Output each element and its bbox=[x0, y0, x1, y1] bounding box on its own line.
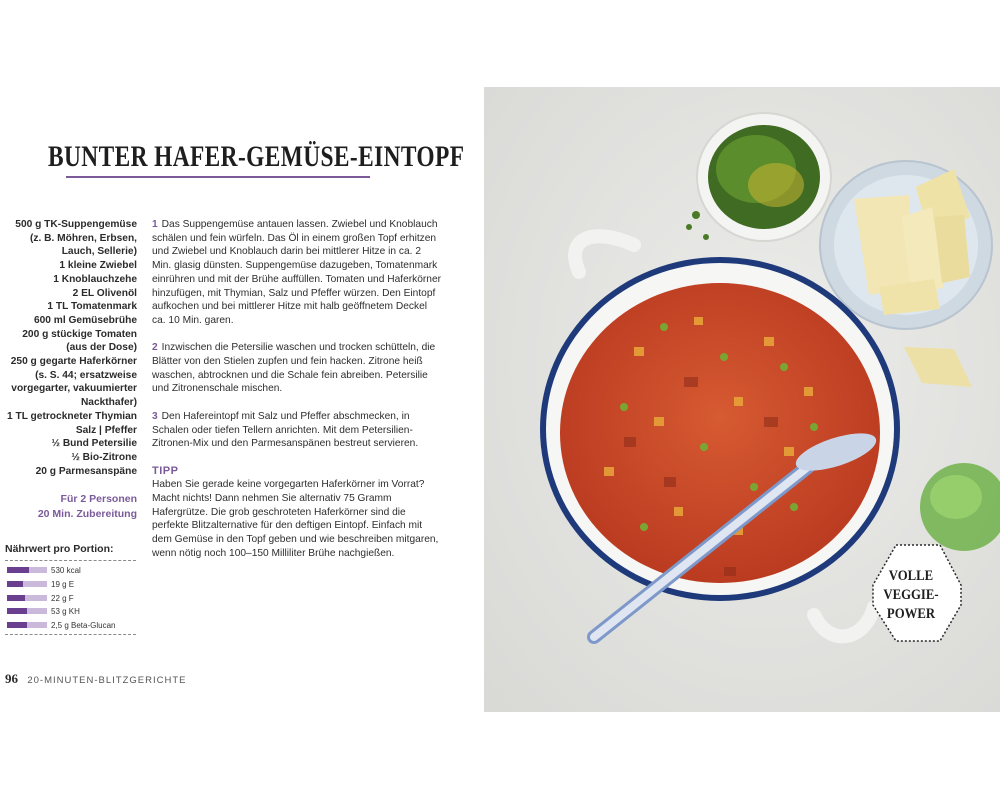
ingredient-line: 600 ml Gemüsebrühe bbox=[33, 314, 137, 326]
ingredient-line: 1 TL getrockneter Thymian bbox=[6, 410, 137, 422]
ingredient-line: ½ Bund Petersilie bbox=[51, 438, 137, 450]
ingredient-line: 1 TL Tomatenmark bbox=[47, 301, 137, 313]
section-name: 20-MINUTEN-BLITZGERICHTE bbox=[27, 675, 187, 686]
recipe-title: BUNTER HAFER-GEMÜSE-EINTOPF bbox=[48, 140, 465, 173]
nutrition-bar bbox=[7, 608, 47, 614]
ingredient-line: 20 g Parmesanspäne bbox=[35, 465, 137, 477]
nutrition-label: 53 g KH bbox=[51, 606, 80, 616]
nutrition-divider bbox=[5, 560, 136, 561]
step bbox=[152, 341, 442, 396]
badge-line: POWER bbox=[886, 606, 936, 622]
stew-pot bbox=[540, 257, 900, 601]
nutrition-bar-fill bbox=[7, 595, 25, 601]
step-number: 1 bbox=[152, 219, 158, 230]
ingredient-line: (aus der Dose) bbox=[66, 342, 137, 354]
nutrition-bar bbox=[7, 622, 47, 628]
ingredient-line: 250 g gegarte Haferkörner bbox=[10, 356, 137, 368]
ingredient-line: (s. S. 44; ersatzweise bbox=[35, 369, 137, 381]
ingredient-line: (z. B. Möhren, Erbsen, bbox=[30, 232, 137, 244]
nutrition-bar-fill bbox=[7, 581, 23, 587]
nutrition-divider bbox=[5, 634, 136, 635]
servings: Für 2 Personen bbox=[60, 493, 137, 505]
ingredient-line: 200 g stückige Tomaten bbox=[22, 328, 137, 340]
page-footer bbox=[5, 671, 186, 687]
badge-line: VOLLE bbox=[888, 568, 934, 584]
nutrition-row bbox=[7, 564, 81, 576]
step-text: Inzwischen die Petersilie waschen und trocken schütteln, die Blätter von den Stielen zupfen und fein hacken. Zitrone heiß waschen, abtrocknen und die Schale fein abreiben. Petersilie und Zitronenschale mischen. bbox=[152, 342, 436, 395]
tip-heading: TIPP bbox=[152, 464, 179, 477]
nutrition-row bbox=[7, 619, 115, 631]
nutrition-title: Nährwert pro Portion: bbox=[5, 543, 114, 555]
step bbox=[152, 410, 442, 451]
tip-text: Haben Sie gerade keine vorgegarten Haferkörner im Vorrat? Macht nichts! Dann nehmen Sie alternativ 75 Gramm Hafergrütze. Die grob geschroteten Haferkörner sind die perfekte Blitzalternative für den deftigen Eintopf. Einfach mit dem Gemüse in den Topf geben und wie beschreiben mitgaren, wenn nötig noch 100–150 Milliliter Brühe nachgießen. bbox=[152, 479, 439, 559]
ingredient-line: ½ Bio-Zitrone bbox=[71, 451, 137, 463]
ingredient-line: 2 EL Olivenöl bbox=[72, 287, 137, 299]
preparation-steps bbox=[152, 218, 442, 561]
ingredient-list bbox=[0, 218, 137, 478]
step bbox=[152, 218, 442, 328]
ingredient-line: 1 Knoblauchzehe bbox=[53, 273, 137, 285]
ingredient-line: Lauch, Sellerie) bbox=[61, 246, 137, 258]
badge-line: VEGGIE- bbox=[883, 587, 939, 603]
nutrition-label: 2,5 g Beta-Glucan bbox=[51, 620, 116, 630]
ingredient-line: vorgegarter, vakuumierter bbox=[11, 383, 137, 395]
nutrition-bar-fill bbox=[7, 567, 29, 573]
parmesan-bowl bbox=[820, 161, 992, 329]
nutrition-bar-fill bbox=[7, 608, 27, 614]
title-underline bbox=[66, 176, 370, 178]
servings-info bbox=[0, 492, 137, 522]
nutrition-label: 22 g F bbox=[51, 593, 74, 603]
step-number: 3 bbox=[152, 410, 158, 422]
nutrition-bar bbox=[7, 581, 47, 587]
step-text: Den Hafereintopf mit Salz und Pfeffer abschmecken, in Schalen oder tiefen Tellern anrichten. Mit dem Petersilien-Zitronen-Mix und den Parmesanspänen bestreut servieren. bbox=[152, 410, 419, 450]
ingredient-line: Nackthafer) bbox=[80, 397, 137, 409]
nutrition-bar-fill bbox=[7, 622, 27, 628]
nutrition-row bbox=[7, 605, 80, 617]
veggie-badge-label bbox=[870, 567, 952, 624]
ingredient-line: 500 g TK-Suppengemüse bbox=[15, 219, 137, 230]
nutrition-bar bbox=[7, 595, 47, 601]
step-number: 2 bbox=[152, 342, 158, 354]
step-text: Das Suppengemüse antauen lassen. Zwiebel und Knoblauch schälen und fein würfeln. Das Öl in einem großen Topf erhitzen und Zwiebel und Knoblauch darin bei mittlerer Hitze in ca. 2 Min. glasig dünsten. Suppengemüse dazugeben, Tomatenmark einrühren und mit der Brühe auffüllen. Tomaten und Haferkörner hinzufügen, mit Thymian, Salz und Pfeffer würzen. Den Eintopf aufkochen und bei mittlerer Hitze mit halb geöffnetem Deckel ca. 10 Min. garen. bbox=[152, 219, 442, 326]
nutrition-row bbox=[7, 592, 74, 604]
nutrition-label: 19 g E bbox=[51, 579, 75, 589]
nutrition-bar bbox=[7, 567, 47, 573]
prep-time: 20 Min. Zubereitung bbox=[37, 508, 137, 520]
nutrition-label: 530 kcal bbox=[51, 565, 81, 575]
page-number: 96 bbox=[5, 671, 18, 686]
ingredient-line: 1 kleine Zwiebel bbox=[59, 260, 137, 272]
ingredient-line: Salz | Pfeffer bbox=[75, 424, 137, 436]
nutrition-row bbox=[7, 578, 74, 590]
